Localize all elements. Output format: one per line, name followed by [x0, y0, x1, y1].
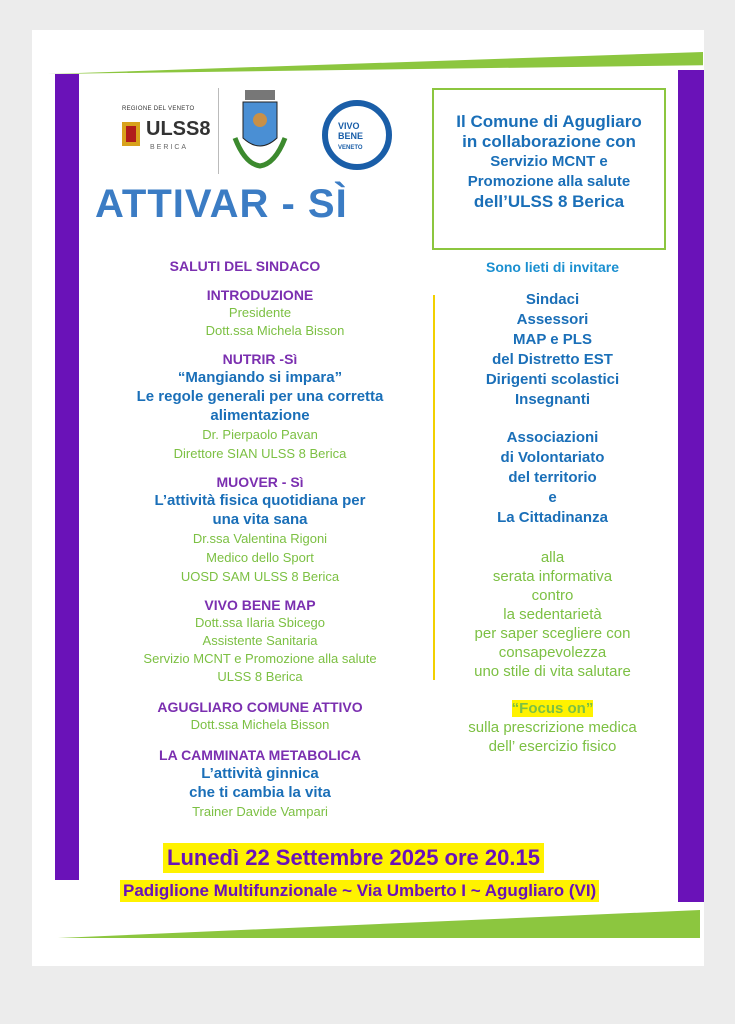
event-title: ATTIVAR - SÌ [95, 182, 348, 226]
muover-heading: MUOVER - Sì [216, 474, 304, 490]
guest-10: e [548, 489, 557, 506]
logo-divider [218, 88, 219, 174]
organizer-line4: Promozione alla salute [467, 173, 631, 190]
vivo-heading: VIVO BENE MAP [204, 597, 316, 613]
focus-line2: dell’ esercizio fisico [488, 738, 617, 755]
logo-row [110, 88, 410, 178]
vivo-role2: Servizio MCNT e Promozione alla salute [143, 651, 377, 666]
subject-1: alla [540, 549, 565, 566]
vivo-speaker: Dott.ssa Ilaria Sbicego [194, 615, 326, 630]
invite-column [440, 258, 665, 756]
comune-crest-icon [225, 88, 295, 174]
camminata-line1: L’attività ginnica [201, 765, 319, 782]
guest-1: Sindaci [525, 291, 580, 308]
vivo-role1: Assistente Sanitaria [202, 633, 318, 648]
intro-speaker: Dott.ssa Michela Bisson [205, 323, 345, 338]
left-purple-stripe [55, 74, 79, 880]
intro-heading: INTRODUZIONE [206, 287, 314, 303]
organizer-line3: Servizio MCNT e [490, 153, 608, 170]
subject-2: serata informativa [492, 568, 613, 585]
guest-11: La Cittadinanza [497, 509, 608, 526]
muover-line1: L’attività fisica quotidiana per [154, 492, 366, 509]
vivo-line1: VIVO [338, 121, 360, 131]
camminata-heading: LA CAMMINATA METABOLICA [159, 747, 361, 763]
program-column [95, 256, 425, 821]
vivo-bene-logo [322, 100, 392, 170]
guest-5: Dirigenti scolastici [485, 371, 620, 388]
right-purple-stripe [678, 70, 704, 902]
nutrir-role: Direttore SIAN ULSS 8 Berica [173, 446, 347, 461]
guest-2: Assessori [516, 311, 589, 328]
camminata-speaker: Trainer Davide Vampari [192, 804, 328, 819]
column-divider [433, 295, 435, 680]
organizer-box [432, 88, 666, 250]
guest-4: del Distretto EST [492, 351, 613, 368]
berica-label: BERICA [150, 144, 189, 151]
muover-role2: UOSD SAM ULSS 8 Berica [180, 569, 340, 584]
event-place: Padiglione Multifunzionale ~ Via Umberto I ~ Agugliaro (VI) [120, 880, 599, 902]
vivo-role3: ULSS 8 Berica [217, 669, 303, 684]
guest-3: MAP e PLS [513, 331, 592, 348]
guest-6: Insegnanti [514, 391, 590, 408]
organizer-line5: dell’ULSS 8 Berica [473, 192, 625, 211]
saluti-heading: SALUTI DEL SINDACO [169, 258, 321, 274]
focus-line1: sulla prescrizione medica [468, 719, 637, 736]
vivo-line3: VENETO [338, 145, 363, 151]
guest-9: del territorio [508, 469, 597, 486]
nutrir-line1: “Mangiando si impara” [177, 369, 343, 386]
muover-speaker: Dr.ssa Valentina Rigoni [192, 531, 328, 546]
organizer-line2: in collaborazione con [462, 132, 636, 151]
subject-3: contro [531, 587, 574, 604]
muover-role1: Medico dello Sport [206, 550, 314, 565]
focus-label: “Focus on” [511, 700, 594, 717]
subject-4: la sedentarietà [503, 606, 602, 623]
subject-7: uno stile di vita salutare [474, 663, 631, 680]
comune-speaker: Dott.ssa Michela Bisson [190, 717, 330, 732]
ulss-label: ULSS8 [146, 118, 211, 140]
nutrir-speaker: Dr. Pierpaolo Pavan [202, 427, 318, 442]
region-label: REGIONE DEL VENETO [122, 106, 195, 112]
nutrir-line2: Le regole generali per una corretta [136, 388, 384, 405]
comune-heading: AGUGLIARO COMUNE ATTIVO [157, 699, 363, 715]
lion-icon [120, 120, 142, 148]
event-date: Lunedì 22 Settembre 2025 ore 20.15 [163, 843, 544, 873]
invite-intro: Sono lieti di invitare [485, 259, 620, 275]
intro-role: Presidente [228, 305, 292, 320]
ulss8-logo [110, 106, 211, 166]
subject-5: per saper scegliere con [474, 625, 631, 642]
guest-8: di Volontariato [500, 449, 605, 466]
muover-line2: una vita sana [212, 511, 308, 528]
camminata-line2: che ti cambia la vita [189, 784, 331, 801]
subject-6: consapevolezza [498, 644, 607, 661]
nutrir-line3: alimentazione [210, 407, 310, 424]
guest-7: Associazioni [506, 429, 599, 446]
vivo-line2: BENE [338, 131, 364, 141]
nutrir-heading: NUTRIR -Sì [222, 351, 298, 367]
organizer-line1: Il Comune di Agugliaro [456, 112, 642, 131]
